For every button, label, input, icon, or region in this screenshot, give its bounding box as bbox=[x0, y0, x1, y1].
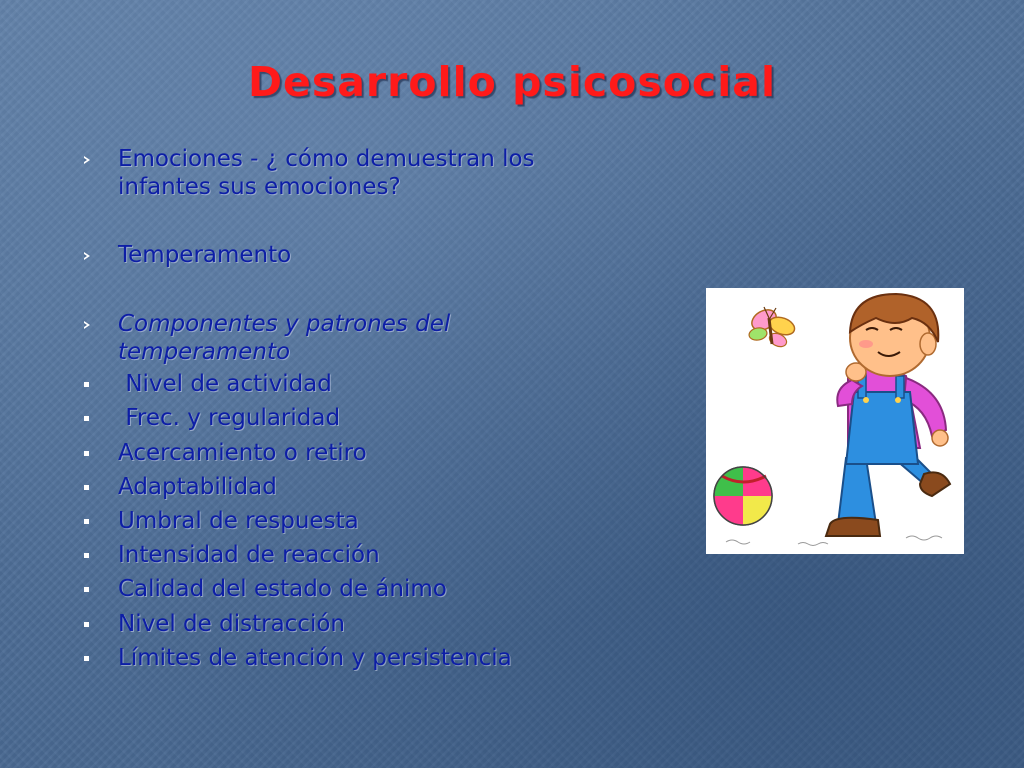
list-item-text: Límites de atención y persistencia bbox=[118, 645, 512, 671]
list-item-nivel-actividad bbox=[76, 370, 332, 398]
list-item-text: Temperamento bbox=[118, 242, 292, 268]
list-item-adaptabilidad bbox=[76, 473, 277, 501]
ball-icon bbox=[714, 467, 772, 525]
square-bullet-icon bbox=[76, 404, 118, 432]
list-item-text: Nivel de actividad bbox=[118, 371, 332, 397]
list-item-frec-regularidad bbox=[76, 404, 340, 432]
square-bullet-icon bbox=[76, 575, 118, 603]
list-item-limites bbox=[76, 644, 512, 672]
slide-title: Desarrollo psicosocial bbox=[248, 58, 776, 106]
list-item-intensidad bbox=[76, 541, 380, 569]
square-bullet-icon bbox=[76, 439, 118, 467]
square-bullet-icon bbox=[76, 507, 118, 535]
list-item-text: Intensidad de reacción bbox=[118, 542, 380, 568]
child-playing-illustration bbox=[706, 288, 964, 554]
list-item-emociones bbox=[76, 145, 535, 201]
list-item-text: Adaptabilidad bbox=[118, 474, 277, 500]
square-bullet-icon bbox=[76, 610, 118, 638]
list-item-calidad bbox=[76, 575, 447, 603]
list-item-temperamento bbox=[76, 241, 291, 269]
square-bullet-icon bbox=[76, 644, 118, 672]
list-item-text: Frec. y regularidad bbox=[118, 405, 341, 431]
list-item-distraccion bbox=[76, 610, 345, 638]
list-item-text: Emociones - ¿ cómo demuestran los infantes sus emociones? bbox=[118, 146, 535, 200]
arrow-bullet-icon bbox=[76, 241, 118, 269]
arrow-bullet-icon bbox=[76, 145, 118, 173]
square-bullet-icon bbox=[76, 541, 118, 569]
list-item-text: Componentes y patrones del temperamento bbox=[118, 311, 451, 365]
list-item-acercamiento bbox=[76, 439, 367, 467]
square-bullet-icon bbox=[76, 370, 118, 398]
list-item-text: Nivel de distracción bbox=[118, 611, 345, 637]
list-item-text: Calidad del estado de ánimo bbox=[118, 576, 447, 602]
square-bullet-icon bbox=[76, 473, 118, 501]
list-item-text: Umbral de respuesta bbox=[118, 508, 359, 534]
list-item-umbral bbox=[76, 507, 359, 535]
list-item-text: Acercamiento o retiro bbox=[118, 440, 367, 466]
arrow-bullet-icon bbox=[76, 310, 118, 338]
list-item-componentes bbox=[76, 310, 450, 366]
